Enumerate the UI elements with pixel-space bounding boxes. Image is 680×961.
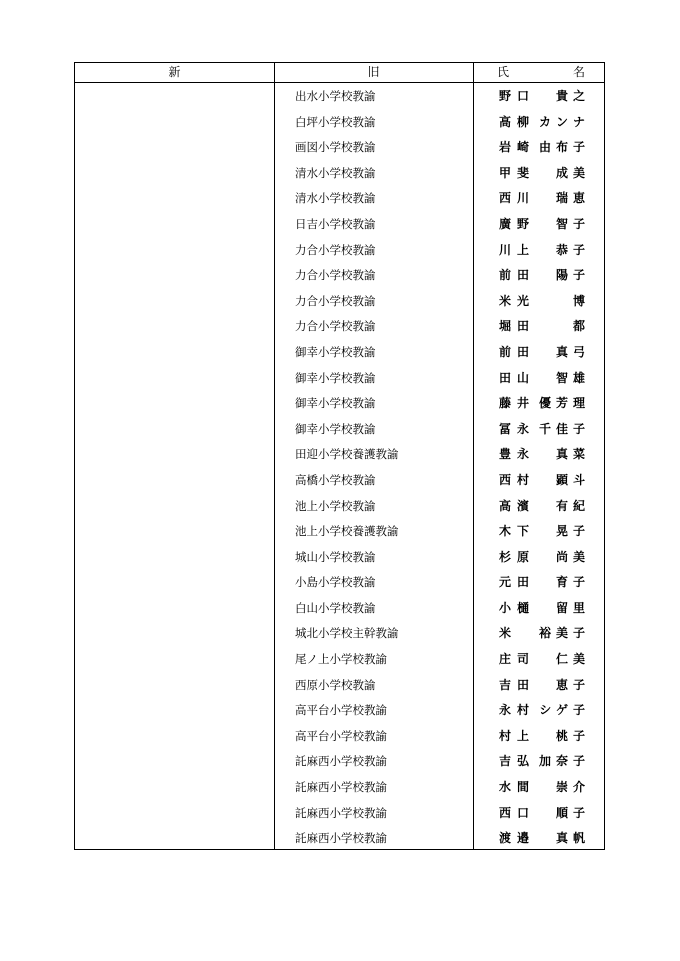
table-row	[75, 417, 604, 443]
given-name: 陽子	[555, 268, 590, 283]
former-position: 池上小学校養護教諭	[295, 524, 399, 539]
given-name: 真菜	[555, 447, 590, 462]
surname: 水間	[499, 780, 536, 795]
surname: 村上	[499, 728, 536, 743]
former-position: 白坪小学校教諭	[295, 114, 376, 129]
surname: 庄司	[499, 652, 536, 667]
given-name: 晃子	[555, 524, 590, 539]
table-row	[75, 673, 604, 699]
given-name: 瑞恵	[555, 191, 590, 206]
given-name: 有紀	[555, 498, 590, 513]
table-row	[75, 647, 604, 673]
given-name: 智雄	[555, 370, 590, 385]
surname: 元田	[499, 575, 536, 590]
former-position: 御幸小学校教諭	[295, 421, 376, 436]
former-position: 清水小学校教諭	[295, 165, 376, 180]
former-position: 託麻西小学校教諭	[295, 831, 387, 846]
header-new: 新	[168, 65, 181, 79]
surname: 杉原	[499, 549, 536, 564]
table-row	[75, 212, 604, 238]
table-row	[75, 468, 604, 494]
table-row	[75, 826, 604, 852]
table-row	[75, 84, 604, 110]
header-old: 旧	[367, 65, 380, 79]
table-row	[75, 724, 604, 750]
table-row	[75, 494, 604, 520]
given-name: 成美	[555, 165, 590, 180]
former-position: 城山小学校教諭	[295, 549, 376, 564]
table-row	[75, 621, 604, 647]
given-name: カンナ	[538, 114, 590, 129]
surname: 木下	[499, 524, 536, 539]
former-position: 力合小学校教諭	[295, 293, 376, 308]
table-row	[75, 698, 604, 724]
former-position: 清水小学校教諭	[295, 191, 376, 206]
surname: 岩崎	[499, 140, 536, 155]
former-position: 力合小学校教諭	[295, 268, 376, 283]
table-row	[75, 391, 604, 417]
surname: 高柳	[499, 114, 536, 129]
former-position: 御幸小学校教諭	[295, 370, 376, 385]
given-name: 留里	[555, 600, 590, 615]
surname: 高濱	[499, 498, 536, 513]
table-row	[75, 186, 604, 212]
surname: 吉弘	[499, 754, 536, 769]
former-position: 画図小学校教諭	[295, 140, 376, 155]
given-name: 順子	[555, 805, 590, 820]
former-position: 高橋小学校教諭	[295, 472, 376, 487]
table-row	[75, 238, 604, 264]
surname: 西口	[499, 805, 536, 820]
surname: 野口	[499, 89, 536, 103]
header-divider	[75, 82, 604, 83]
header-name-left: 氏	[497, 65, 510, 79]
given-name: 仁美	[555, 652, 590, 667]
given-name: 優芳理	[538, 396, 590, 411]
table-body	[75, 84, 604, 852]
former-position: 託麻西小学校教諭	[295, 754, 387, 769]
given-name: 由布子	[538, 140, 590, 155]
former-position: 田迎小学校養護教諭	[295, 447, 399, 462]
table-row	[75, 135, 604, 161]
given-name: 貴之	[555, 89, 590, 103]
header-name-right: 名	[573, 65, 586, 79]
given-name: 尚美	[555, 549, 590, 564]
surname: 渡邉	[499, 831, 536, 846]
given-name: 裕美子	[538, 626, 590, 641]
former-position: 城北小学校主幹教諭	[295, 626, 399, 641]
former-position: 御幸小学校教諭	[295, 344, 376, 359]
given-name: シゲ子	[539, 703, 590, 718]
given-name: 桃子	[555, 728, 590, 743]
surname: 田山	[499, 370, 536, 385]
former-position: 池上小学校教諭	[295, 498, 376, 513]
surname: 廣野	[499, 216, 536, 231]
former-position: 白山小学校教諭	[295, 600, 376, 615]
surname: 米	[499, 626, 518, 641]
former-position: 御幸小学校教諭	[295, 396, 376, 411]
surname: 豊永	[499, 447, 536, 462]
surname: 西村	[499, 472, 536, 487]
table-row	[75, 749, 604, 775]
former-position: 出水小学校教諭	[295, 89, 376, 103]
table-row	[75, 263, 604, 289]
surname: 藤井	[499, 396, 536, 411]
table-row	[75, 314, 604, 340]
surname: 米光	[499, 293, 536, 308]
table-row	[75, 801, 604, 827]
given-name: 博	[572, 293, 590, 308]
surname: 吉田	[499, 677, 536, 692]
given-name: 真弓	[555, 344, 590, 359]
given-name: 加奈子	[538, 754, 590, 769]
former-position: 尾ノ上小学校教諭	[295, 652, 387, 667]
table-row	[75, 545, 604, 571]
surname: 川上	[499, 242, 536, 257]
table-row	[75, 775, 604, 801]
table-row	[75, 289, 604, 315]
header-name	[473, 63, 606, 82]
given-name: 智子	[555, 216, 590, 231]
table-row	[75, 519, 604, 545]
surname: 冨永	[499, 421, 536, 436]
given-name: 恭子	[555, 242, 590, 257]
given-name: 顕斗	[555, 472, 590, 487]
given-name: 真帆	[555, 831, 590, 846]
surname: 堀田	[499, 319, 536, 334]
given-name: 崇介	[555, 780, 590, 795]
surname: 小樋	[499, 600, 536, 615]
former-position: 力合小学校教諭	[295, 242, 376, 257]
former-position: 託麻西小学校教諭	[295, 805, 387, 820]
former-position: 高平台小学校教諭	[295, 728, 387, 743]
surname: 前田	[499, 344, 536, 359]
given-name: 千佳子	[538, 421, 590, 436]
surname: 前田	[499, 268, 536, 283]
table-row	[75, 596, 604, 622]
table-row	[75, 366, 604, 392]
former-position: 力合小学校教諭	[295, 319, 376, 334]
former-position: 西原小学校教諭	[295, 677, 376, 692]
table-row	[75, 442, 604, 468]
former-position: 日吉小学校教諭	[295, 216, 376, 231]
table-row	[75, 110, 604, 136]
personnel-table	[74, 62, 605, 850]
former-position: 小島小学校教諭	[295, 575, 376, 590]
given-name: 恵子	[555, 677, 590, 692]
former-position: 託麻西小学校教諭	[295, 780, 387, 795]
table-row	[75, 570, 604, 596]
table-row	[75, 161, 604, 187]
surname: 西川	[499, 191, 536, 206]
given-name: 都	[572, 319, 590, 334]
table-row	[75, 340, 604, 366]
former-position: 高平台小学校教諭	[295, 703, 387, 718]
surname: 永村	[499, 703, 536, 718]
surname: 甲斐	[499, 165, 536, 180]
given-name: 育子	[555, 575, 590, 590]
